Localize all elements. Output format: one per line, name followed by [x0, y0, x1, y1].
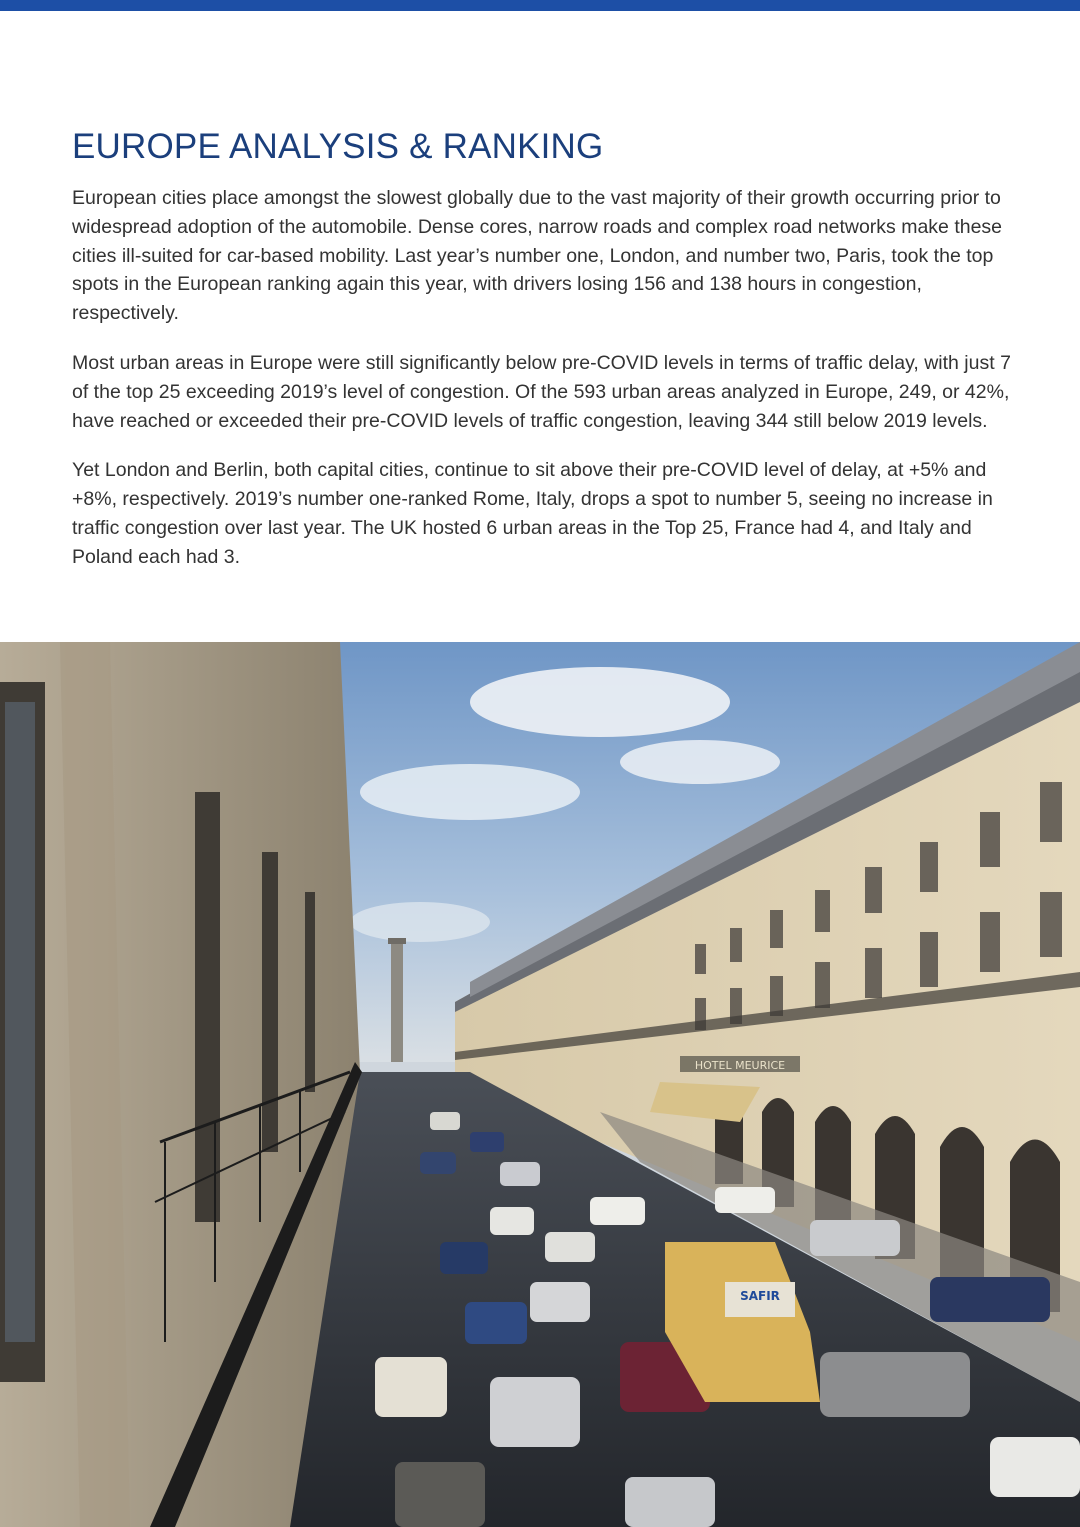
street-traffic-photo — [0, 642, 1080, 1527]
top-accent-bar — [0, 0, 1080, 11]
paragraph-3: Yet London and Berlin, both capital cities, continue to sit above their pre-COVID level of delay, at +5% and +8%, respectively. 2019’s number one-ranked Rome, Italy, drops a spot to number 5, seeing no increase in traffic congestion over last year. The UK hosted 6 urban areas in the Top 25, France had 4, and Italy and Poland each had 3. — [72, 459, 993, 568]
article-section — [72, 124, 1012, 593]
paragraph-1: European cities place amongst the slowest globally due to the vast majority of their growth occurring prior to widespread adoption of the automobile. Dense cores, narrow roads and complex road networks make these cities ill-suited for car-based mobility. Last year’s number one, London, and number two, Paris, took the top spots in the European ranking again this year, with drivers losing 156 and 138 hours in congestion, respectively. — [72, 187, 1003, 325]
truck-sign: SAFIR — [740, 1289, 780, 1303]
hotel-sign: HOTEL MEURICE — [694, 1059, 786, 1072]
page-title: EUROPE ANALYSIS & RANKING — [72, 127, 604, 166]
paragraph-2: Most urban areas in Europe were still significantly below pre-COVID levels in terms of traffic delay, with just 7 of the top 25 exceeding 2019’s level of congestion. Of the 593 urban areas analyzed in Europe, 249, or 42%, have reached or exceeded their pre-COVID levels of traffic congestion, leaving 344 still below 2019 levels. — [72, 351, 1011, 432]
